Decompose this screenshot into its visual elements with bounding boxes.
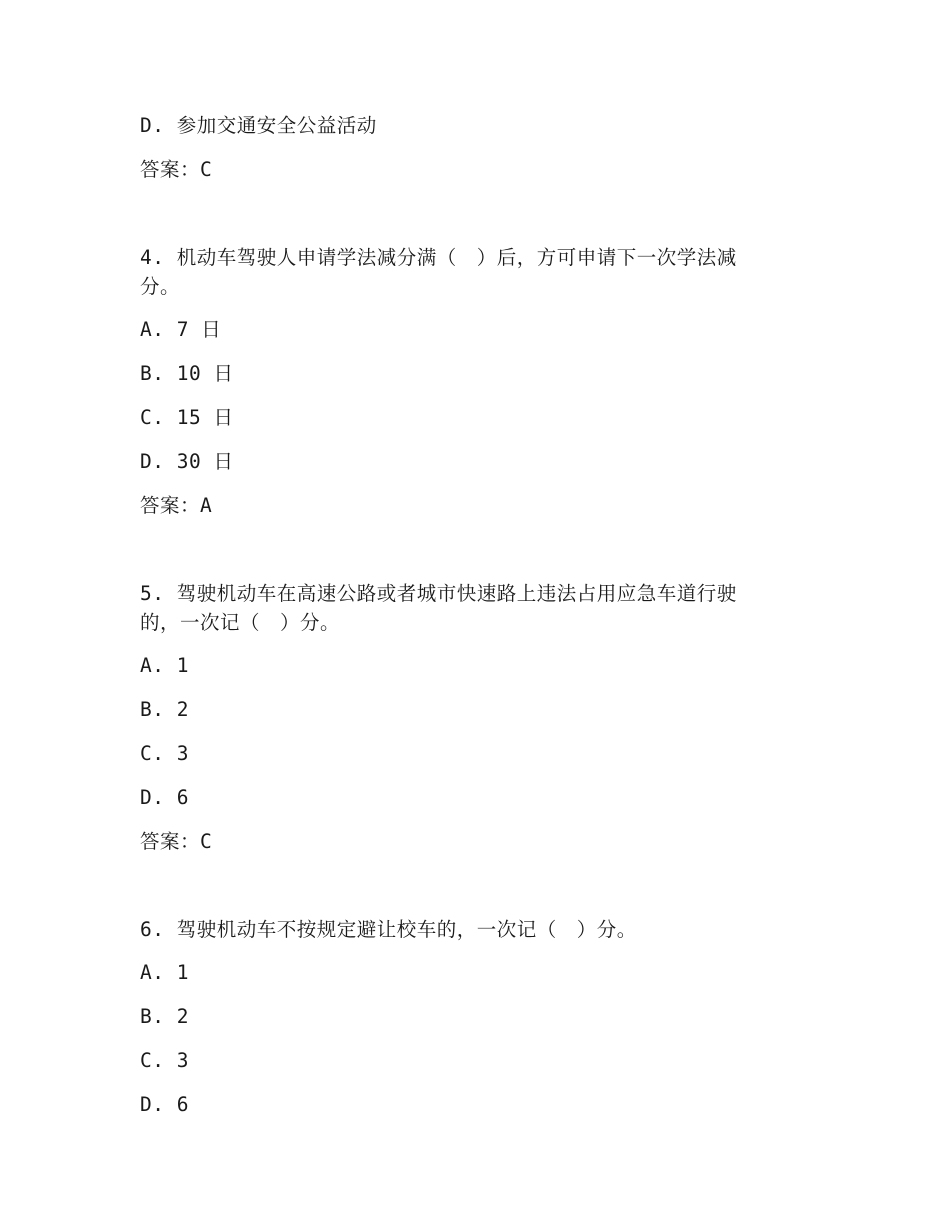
q5-option-b: B. 2 [140, 698, 189, 721]
q5-stem-line2: 的，一次记（ ）分。 [140, 611, 341, 634]
q6-option-c: C. 3 [140, 1049, 189, 1072]
q5-option-a: A. 1 [140, 654, 189, 677]
q4-option-c: C. 15 日 [140, 406, 234, 429]
q6-stem-line1: 6. 驾驶机动车不按规定避让校车的，一次记（ ）分。 [140, 918, 637, 941]
q6-option-b: B. 2 [140, 1005, 189, 1028]
q5-answer: 答案：C [140, 830, 213, 853]
q4-stem-line1: 4. 机动车驾驶人申请学法减分满（ ）后，方可申请下一次学法减 [140, 246, 737, 269]
q5-option-d: D. 6 [140, 786, 189, 809]
q4-answer: 答案：A [140, 494, 213, 517]
q4-stem-line2: 分。 [140, 275, 181, 298]
q4-option-b: B. 10 日 [140, 362, 234, 385]
q5-stem-line1: 5. 驾驶机动车在高速公路或者城市快速路上违法占用应急车道行驶 [140, 582, 737, 605]
q4-option-d: D. 30 日 [140, 450, 234, 473]
q6-option-d: D. 6 [140, 1093, 189, 1116]
q5-option-c: C. 3 [140, 742, 189, 765]
q6-option-a: A. 1 [140, 961, 189, 984]
q4-option-a: A. 7 日 [140, 318, 222, 341]
prev-answer: 答案：C [140, 158, 213, 181]
prev-option-d: D. 参加交通安全公益活动 [140, 114, 377, 137]
